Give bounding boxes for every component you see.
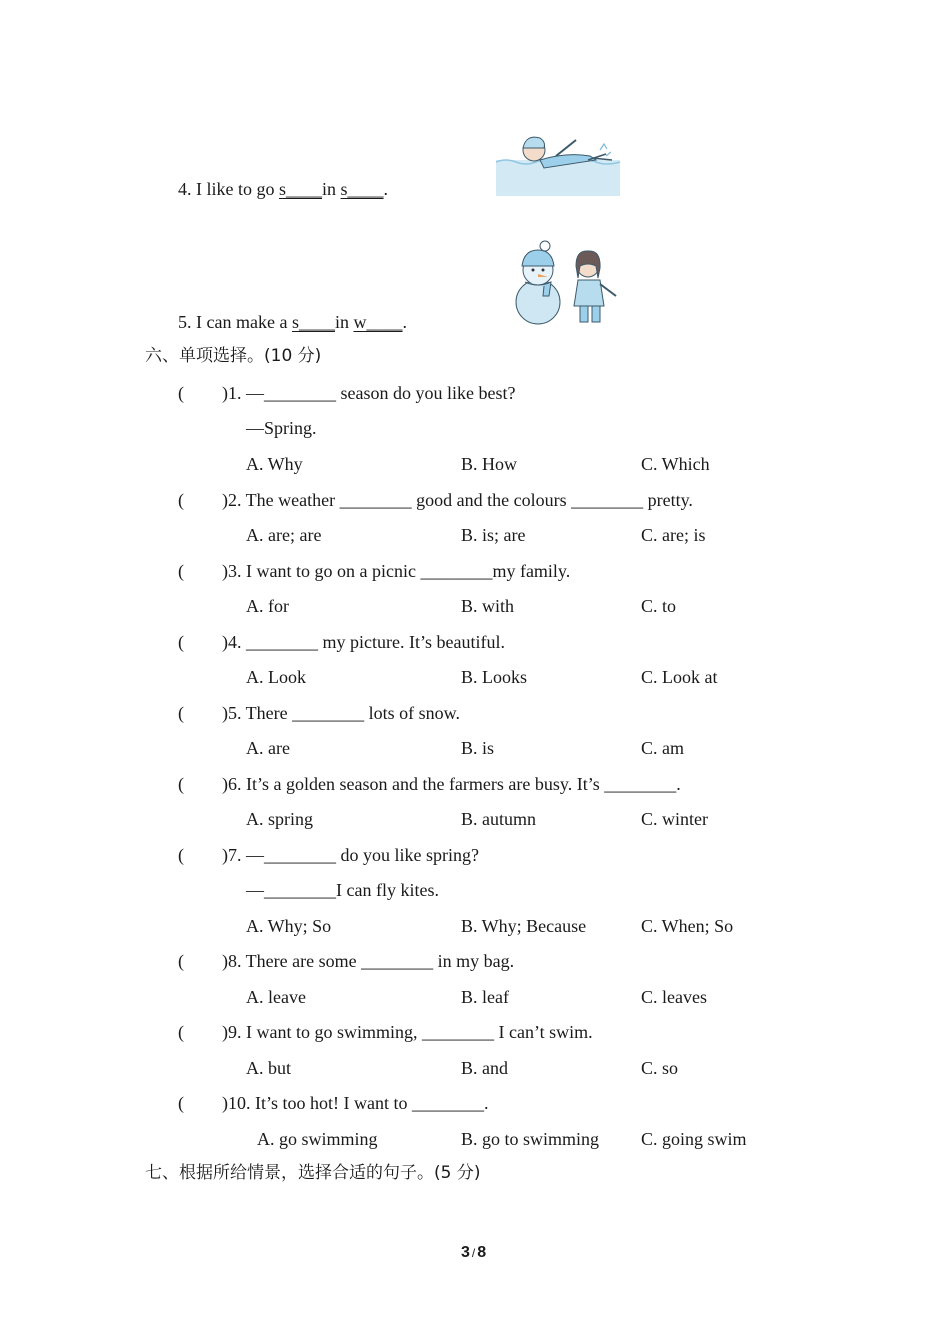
question-5-end: .	[402, 312, 407, 332]
question-6-option-b[interactable]: B. autumn	[461, 809, 536, 829]
question-8-option-b[interactable]: B. leaf	[461, 987, 509, 1007]
question-5-line	[178, 313, 407, 331]
question-8-option-a[interactable]: A. leave	[246, 987, 306, 1007]
question-9-paren[interactable]: (	[178, 1022, 184, 1042]
question-1-extra: —Spring.	[246, 418, 317, 438]
question-4-option-b[interactable]: B. Looks	[461, 667, 528, 687]
question-9-stem: )9. I want to go swimming, ________ I can’t swim.	[222, 1022, 593, 1042]
question-1-paren[interactable]: (	[178, 383, 184, 403]
question-5-option-a[interactable]: A. are	[246, 738, 290, 758]
question-10-option-c[interactable]: C. going swim	[641, 1129, 747, 1149]
question-5-mid: in	[334, 312, 354, 332]
question-7-paren[interactable]: (	[178, 845, 184, 865]
question-5-paren[interactable]: (	[178, 703, 184, 723]
question-5-blank-1[interactable]: s____	[291, 312, 335, 332]
question-9-option-b[interactable]: B. and	[461, 1058, 508, 1078]
page-separator: /	[471, 1246, 476, 1260]
question-7-option-c[interactable]: C. When; So	[641, 916, 734, 936]
question-4-blank-1[interactable]: s____	[279, 179, 323, 199]
question-3-paren[interactable]: (	[178, 561, 184, 581]
question-9-option-c[interactable]: C. so	[641, 1058, 679, 1078]
question-5-option-c[interactable]: C. am	[641, 738, 684, 758]
question-5-prefix: 5. I can make a	[178, 312, 292, 332]
section-7-title: 七、根据所给情景，选择合适的句子。(5 分)	[145, 1163, 481, 1183]
question-7-option-b[interactable]: B. Why; Because	[461, 916, 587, 936]
question-4-prefix: 4. I like to go	[178, 179, 279, 199]
question-4-option-c[interactable]: C. Look at	[641, 667, 718, 687]
question-3-option-c[interactable]: C. to	[641, 596, 677, 616]
question-6-option-c[interactable]: C. winter	[641, 809, 708, 829]
question-10-option-b[interactable]: B. go to swimming	[461, 1129, 600, 1149]
page-number	[461, 1245, 486, 1261]
question-8-paren[interactable]: (	[178, 951, 184, 971]
question-1-option-b[interactable]: B. How	[461, 454, 518, 474]
question-10-option-a[interactable]: A. go swimming	[257, 1129, 378, 1149]
question-7-extra: —________I can fly kites.	[246, 880, 439, 900]
question-6-paren[interactable]: (	[178, 774, 184, 794]
question-10-paren[interactable]: (	[178, 1093, 184, 1113]
question-10-stem: )10. It’s too hot! I want to ________.	[222, 1093, 489, 1113]
question-1-stem: )1. —________ season do you like best?	[222, 383, 516, 403]
question-8-stem: )8. There are some ________ in my bag.	[222, 951, 515, 971]
page-current: 3	[461, 1244, 470, 1261]
question-3-stem: )3. I want to go on a picnic ________my family.	[222, 561, 571, 581]
question-1-option-c[interactable]: C. Which	[641, 454, 710, 474]
question-4-line	[178, 180, 388, 198]
question-7-stem: )7. —________ do you like spring?	[222, 845, 479, 865]
question-7-option-a[interactable]: A. Why; So	[246, 916, 332, 936]
swimming-girl-illustration	[496, 130, 620, 196]
question-6-option-a[interactable]: A. spring	[246, 809, 313, 829]
snowman-girl-illustration	[512, 240, 620, 328]
page-total: 8	[477, 1244, 487, 1261]
question-4-option-a[interactable]: A. Look	[246, 667, 306, 687]
question-2-paren[interactable]: (	[178, 490, 184, 510]
question-4-end: .	[383, 179, 389, 199]
question-6-stem: )6. It’s a golden season and the farmers are busy. It’s ________.	[222, 774, 681, 794]
question-5-blank-2[interactable]: w____	[353, 312, 403, 332]
question-2-option-a[interactable]: A. are; are	[246, 525, 322, 545]
question-5-stem: )5. There ________ lots of snow.	[222, 703, 460, 723]
question-3-option-a[interactable]: A. for	[246, 596, 289, 616]
question-2-option-b[interactable]: B. is; are	[461, 525, 526, 545]
question-4-paren[interactable]: (	[178, 632, 184, 652]
question-9-option-a[interactable]: A. but	[246, 1058, 291, 1078]
question-8-option-c[interactable]: C. leaves	[641, 987, 707, 1007]
question-5-option-b[interactable]: B. is	[461, 738, 495, 758]
question-3-option-b[interactable]: B. with	[461, 596, 515, 616]
question-4-blank-2[interactable]: s____	[340, 179, 384, 199]
question-4-mid: in	[322, 179, 341, 199]
question-1-option-a[interactable]: A. Why	[246, 454, 303, 474]
question-4-stem: )4. ________ my picture. It’s beautiful.	[222, 632, 505, 652]
section-6-title: 六、单项选择。(10 分)	[145, 346, 322, 366]
question-2-stem: )2. The weather ________ good and the colours ________ pretty.	[222, 490, 693, 510]
question-2-option-c[interactable]: C. are; is	[641, 525, 706, 545]
